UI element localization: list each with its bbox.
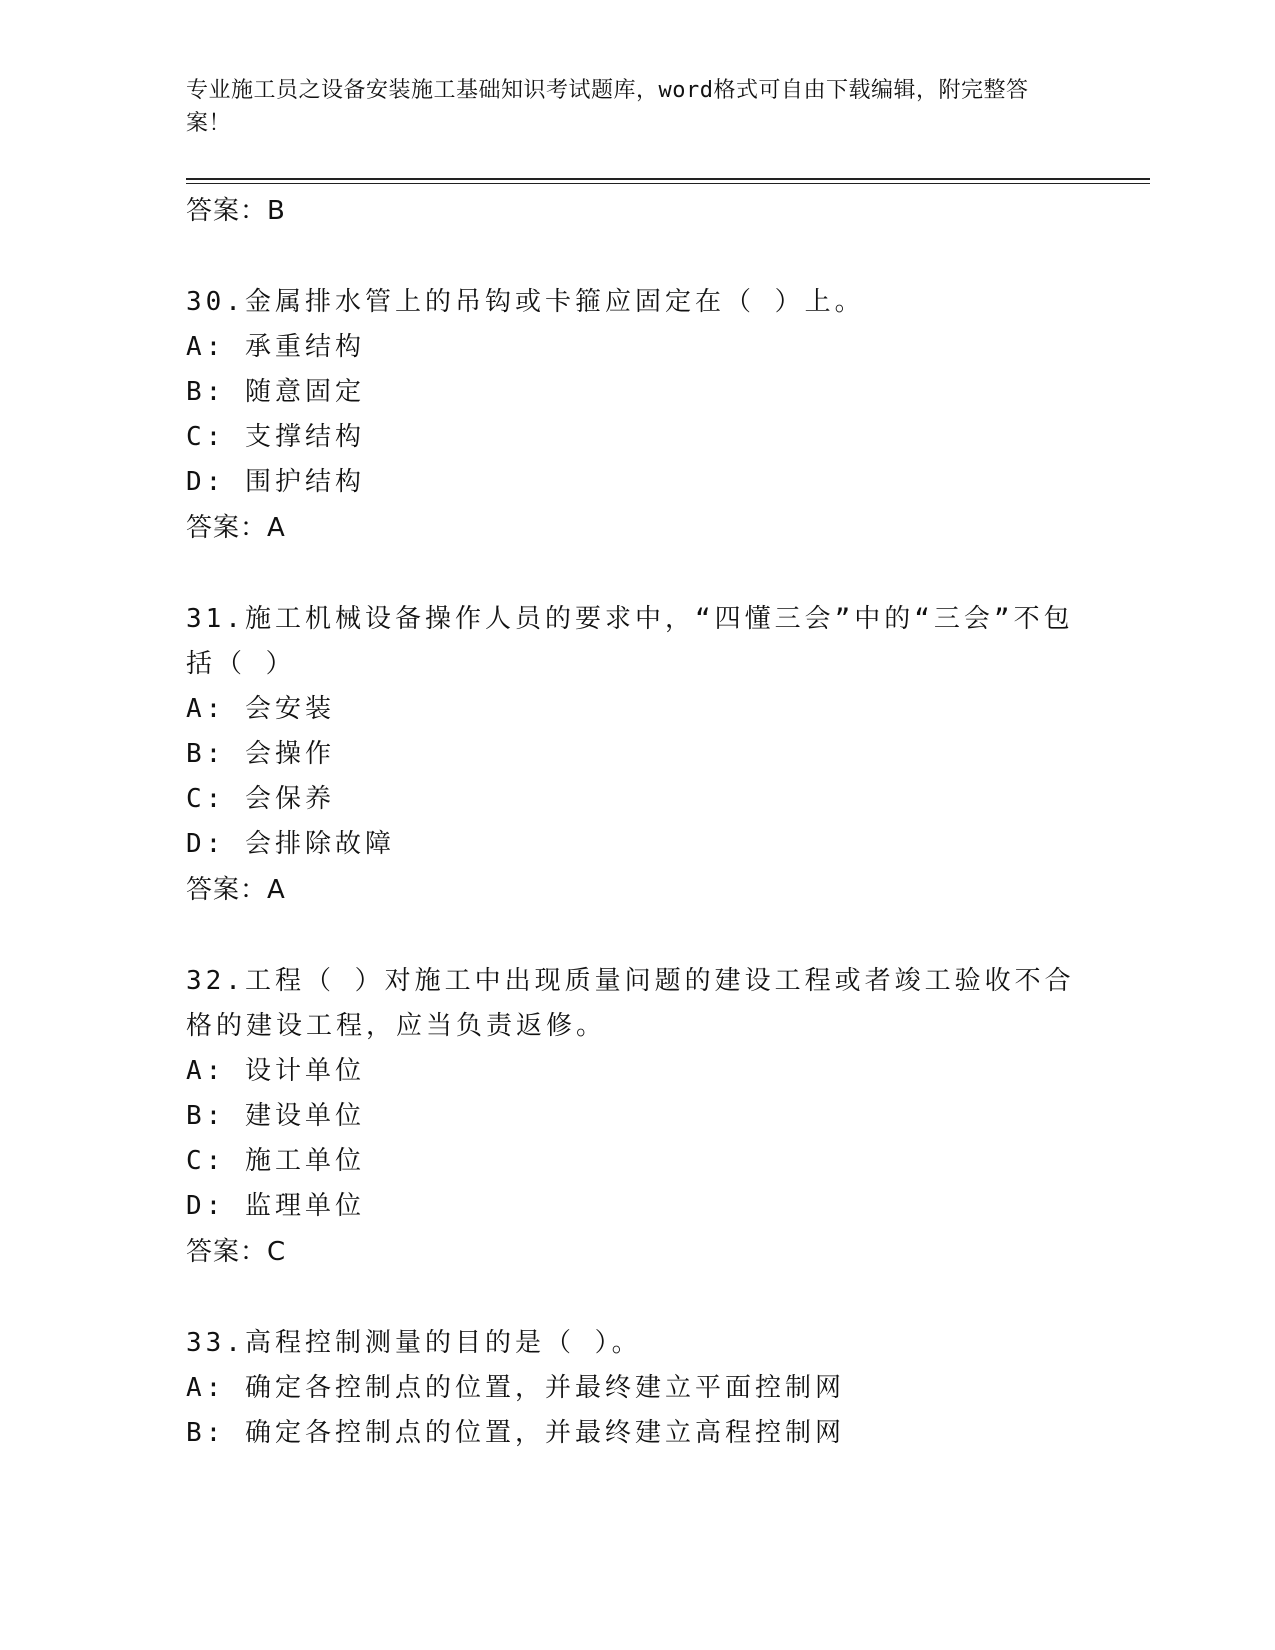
question-list [186,188,1086,1456]
option-a: A: 会安装 [186,694,335,724]
option-c: C: 支撑结构 [186,422,365,452]
answer-line: 答案：B [186,196,286,226]
question-33 [186,1321,1086,1456]
option-b: B: 确定各控制点的位置，并最终建立高程控制网 [186,1418,845,1448]
answer-line: 答案：A [186,513,286,543]
option-d: D: 监理单位 [186,1191,365,1221]
option-c: C: 施工单位 [186,1146,365,1176]
question-text: 32.工程（ ）对施工中出现质量问题的建设工程或者竣工验收不合格的建设工程，应当负责返修。 [186,966,1075,1041]
question-32 [186,959,1086,1275]
question-text: 30.金属排水管上的吊钩或卡箍应固定在（ ）上。 [186,287,865,317]
option-b: B: 建设单位 [186,1101,365,1131]
option-a: A: 设计单位 [186,1056,365,1086]
answer-line: 答案：A [186,875,286,905]
question-30 [186,280,1086,551]
option-a: A: 确定各控制点的位置，并最终建立平面控制网 [186,1373,845,1403]
question-31 [186,597,1086,913]
option-d: D: 会排除故障 [186,829,395,859]
option-b: B: 随意固定 [186,377,365,407]
answer-line: 答案：C [186,1237,287,1267]
document-header [186,74,1066,140]
option-d: D: 围护结构 [186,467,365,497]
header-divider-thin [186,183,1150,184]
header-text: 专业施工员之设备安装施工基础知识考试题库，word格式可自由下载编辑，附完整答案！ [186,78,1029,136]
question-text: 33.高程控制测量的目的是（ ）。 [186,1328,642,1358]
question-text: 31.施工机械设备操作人员的要求中，“四懂三会”中的“三会”不包括（ ） [186,604,1074,679]
header-divider-thick [186,178,1150,180]
option-c: C: 会保养 [186,784,335,814]
option-a: A: 承重结构 [186,332,365,362]
option-b: B: 会操作 [186,739,335,769]
